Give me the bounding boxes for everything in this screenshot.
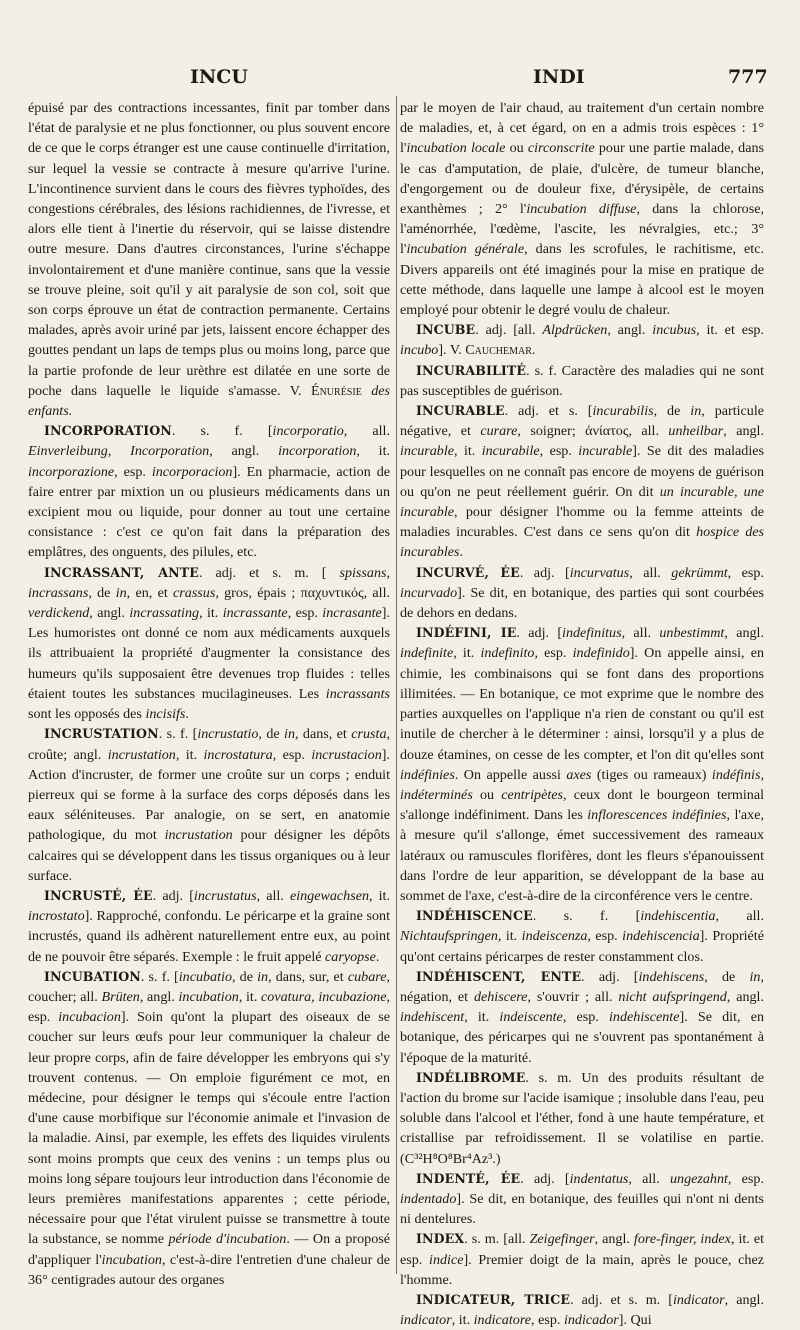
headword: INCUBE — [416, 322, 476, 338]
headword: INCRASSANT, ANTE — [44, 564, 199, 580]
headword: INCURABILITÉ — [416, 362, 527, 378]
right-column — [400, 98, 764, 1330]
headword: INDICATEUR, TRICE — [416, 1291, 571, 1307]
entry-incurabilite: INCURABILITÉ. s. f. Caractère des maladies qui ne sont pas susceptibles de guérison. — [400, 362, 764, 399]
continued-paragraph: par le moyen de l'air chaud, au traitement d'un certain nombre de maladies, et, à cet égard, on en a admis trois espèces : 1° l'incubation locale ou circonscrite pour une partie malade, dans le cas d'amputation, de plaie, d'ulcère, de tumeur blanche, d'engorgement ou de douleur fixe, d'érysipèle, de certains exanthèmes ; 2° l'incubation diffuse, dans la chlorose, l'aménorrhée, l'œdème, l'ascite, les névralgies, etc.; 3° l'incubation générale, dans les scrofules, le rachitisme, etc. Divers appareils ont été imaginés pour la mise en pratique de cette méthode, dans laquelle une lampe à alcool est le moyen employé pour obtenir le degré voulu de chaleur. — [400, 100, 764, 319]
headword: INDÉFINI, IE — [416, 625, 517, 641]
entry-indefini: INDÉFINI, IE. adj. [indefinitus, all. unbestimmt, angl. indefinite, it. indefinito, esp. indefinido]. On appelle ainsi, en chimie, les combinaisons qui se font dans des proportions illimitées. — En botanique, ce mot exprime que le nombre des parties auxquelles on l'applique n'a rien de constant ou qu'il est inutile de chercher à le déterminer : ainsi, lorsqu'il y a plus de douze étamines, on cesse de les compter, et l'on dit qu'elles sont indéfinies. On appelle aussi axes (tiges ou rameaux) indéfinis, indéterminés ou centripètes, ceux dont le bourgeon terminal s'allonge indéfiniment. Dans les inflorescences indéfinies, l'axe, à mesure qu'il s'allonge, émet successivement des rameaux latéraux ou ramuscules florifères, dont les fleurs s'épanouissent dans l'ordre de leur apparition, se développant de la base au sommet de l'axe, c'est-à-dire de la circonférence vers le centre. — [400, 625, 764, 904]
entry-incubation: INCUBATION. s. f. [incubatio, de in, dans, sur, et cubare, coucher; all. Brüten, angl. incubation, it. covatura, incubazione, esp. incubacion]. Soin qu'ont la plupart des oiseaux de se coucher sur leurs œufs pour leur communiquer la chaleur de leur propre corps, afin de faire développer les embryons qui s'y trouvent contenus. — On emploie figurément ce mot, en médecine, pour désigner le temps qui s'écoule entre l'action d'une cause morbifique sur l'économie animale et l'invasion de la maladie. Ainsi, par exemple, les effets des liquides virulents sont moins prompts que ceux des venins : un temps plus ou moins long sépare toujours leur introduction dans l'économie de leurs premières manifestations apparentes ; cette période, nécessaire pour que l'état virulent puisse se transmettre à toute la substance, se nomme période d'incubation. — On a proposé d'appliquer l'incubation, c'est-à-dire l'entretien d'une chaleur de 36° centigrades autour des organes — [28, 968, 391, 1288]
entry-indehiscence: INDÉHISCENCE. s. f. [indehiscentia, all. Nichtaufspringen, it. indeiscenza, esp. indehiscencia]. Propriété qu'ont certains péricarpes de rester constamment clos. — [400, 908, 764, 965]
left-column — [28, 98, 390, 1290]
entry-indelibrome: INDÉLIBROME. s. m. Un des produits résultant de l'action du brome sur l'acide isamique ; insoluble dans l'eau, peu soluble dans l'alcool et l'éther, fond à une haute température, et cristallise par refroidissement. Il se volatilise en partie. (C³²H⁸O⁸Br⁴Az³.) — [400, 1069, 764, 1167]
entry-incruste: INCRUSTÉ, ÉE. adj. [incrustatus, all. eingewachsen, it. incrostato]. Rapproché, confondu. Le péricarpe et la graine sont incrustés, quand ils adhèrent naturellement entre eux, au point de ne pouvoir être séparés. Exemple : le fruit appelé caryopse. — [28, 887, 390, 965]
headword: INCUBATION — [44, 968, 141, 984]
headword: INCURVÉ, ÉE — [416, 564, 520, 580]
headword: INCORPORATION — [44, 423, 172, 439]
entry-incurable: INCURABLE. adj. et s. [incurabilis, de in, particule négative, et curare, soigner; ἀνίατος, all. unheilbar, angl. incurable, it. incurabile, esp. incurable]. Se dit des maladies pour lesquelles on ne connaît pas encore de moyens de guérison ou qu'on ne peut réellement guérir. On dit un incurable, une incurable, pour désigner l'homme ou la femme atteints de maladies incurables. C'est dans ce sens qu'on dit hospice des incurables. — [400, 403, 765, 561]
headword: INDEX — [416, 1231, 465, 1247]
headword: INDÉHISCENCE — [416, 908, 533, 924]
entry-incube: INCUBE. adj. [all. Alpdrücken, angl. incubus, it. et esp. incubo]. V. Cauchemar. — [400, 322, 765, 359]
entry-incurve: INCURVÉ, ÉE. adj. [incurvatus, all. gekrümmt, esp. incurvado]. Se dit, en botanique, des parties qui sont courbées de dehors en dedans. — [400, 564, 764, 622]
running-header — [0, 66, 800, 96]
page-number: 777 — [728, 66, 768, 88]
headword: INCRUSTATION — [44, 726, 159, 742]
entry-indente: INDENTÉ, ÉE. adj. [indentatus, all. ungezahnt, esp. indentado]. Se dit, en botanique, des feuilles qui n'ont ni dents ni dentelures. — [400, 1170, 764, 1228]
header-left-guideword: INCU — [190, 66, 248, 88]
entry-indicateur: INDICATEUR, TRICE. adj. et s. m. [indicator, angl. indicator, it. indicatore, esp. indicador]. Qui — [400, 1291, 764, 1329]
headword: INDÉLIBROME — [416, 1069, 526, 1085]
headword: INCRUSTÉ, ÉE — [44, 887, 153, 903]
column-divider — [396, 96, 397, 1274]
headword: INDÉHISCENT, ENTE — [416, 968, 582, 984]
entry-incrassant: INCRASSANT, ANTE. adj. et s. m. [ spissans, incrassans, de in, en, et crassus, gros, épais ; παχυντικός, all. verdickend, angl. incrassating, it. incrassante, esp. incrasante]. Les humoristes ont donné ce nom aux médicaments auxquels ils attribuaient la propriété d'augmenter la consistance des humeurs qu'ils supposaient être devenues trop fluides : telles étaient toutes les substances mucilagineuses. Les incrassants sont les opposés des incisifs. — [28, 564, 391, 723]
entry-index: INDEX. s. m. [all. Zeigefinger, angl. fore-finger, index, it. et esp. indice]. Premier doigt de la main, après le pouce, chez l'homme. — [400, 1231, 765, 1288]
headword: INDENTÉ, ÉE — [416, 1170, 521, 1186]
entry-incorporation: INCORPORATION. s. f. [incorporatio, all. Einverleibung, Incorporation, angl. incorporation, it. incorporazione, esp. incorporacion]. En pharmacie, action de faire entrer par mixtion un ou plusieurs médicaments dans un excipient mou ou liquide, pour donner au tout une certaine consistance : c'est ce qu'on fait dans la préparation des emplâtres, des onguents, des pilules, etc. — [28, 423, 391, 561]
header-right-guideword: INDI — [533, 66, 585, 88]
continued-paragraph: épuisé par des contractions incessantes, finit par tomber dans l'état de paralysie et ne plus fonctionner, ou plus souvent encore de ce que le corps étranger est une cause continuelle d'irritation, sur lequel la vessie se contracte à mesure qu'arrive l'urine. L'incontinence survient dans le cours des fièvres typhoïdes, des congestions cérébrales, des lésions rachidiennes, de l'ivresse, et alors elle tient à l'inertie du réservoir, qui se laisse distendre outre mesure. Dans d'autres circonstances, l'urine s'échappe involontairement et d'une manière continue, sans que la vessie se trouve pleine, soit qu'il y ait paralysie de son col, soit que son corps éprouve un état de contraction permanente. Certains malades, après avoir uriné par jets, laissent encore échapper des gouttes pendant un laps de temps plus ou moins long, parce que la partie profonde de leur urèthre est dilatée en une sorte de poche dans laquelle le liquide s'amasse. V. Énurésie des enfants. — [28, 100, 390, 420]
entry-indehiscent: INDÉHISCENT, ENTE. adj. [indehiscens, de in, négation, et dehiscere, s'ouvrir ; all. nicht aufspringend, angl. indehiscent, it. indeiscente, esp. indehiscente]. Se dit, en botanique, des péricarpes qui ne s'ouvrent pas spontanément à l'époque de la maturité. — [400, 968, 764, 1066]
headword: INCURABLE — [416, 403, 505, 419]
entry-incrustation: INCRUSTATION. s. f. [incrustatio, de in, dans, et crusta, croûte; angl. incrustation, it. incrostatura, esp. incrustacion]. Action d'incruster, de former une croûte sur un corps ; enduit pierreux qui se forme à la surface des corps déposés dans les eaux séléniteuses. Par analogie, on se sert, en anatomie pathologique, du mot incrustation pour désigner les dépôts calcaires qui se développent dans les tissus organiques ou à leur surface. — [28, 726, 391, 884]
